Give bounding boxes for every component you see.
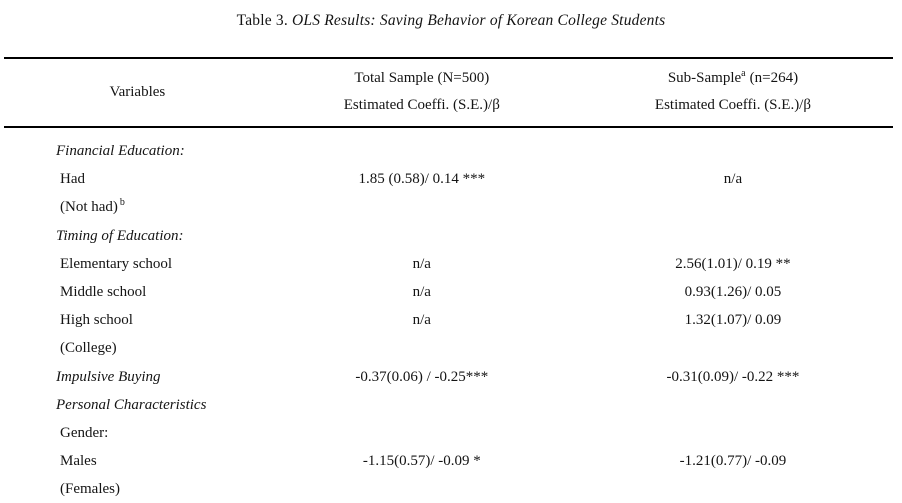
- variables-column-header: Variables: [109, 84, 166, 100]
- total-sample-value: [271, 475, 573, 503]
- table-row: [4, 137, 893, 165]
- row-label-text: Had: [60, 171, 85, 188]
- table-row: [4, 278, 893, 306]
- sub-sample-value: [573, 193, 893, 221]
- sub-sample-value: [573, 391, 893, 419]
- table-body: [4, 128, 893, 503]
- table-row: [4, 222, 893, 250]
- row-label-text: (Females): [60, 481, 120, 498]
- total-sample-value: [271, 334, 573, 362]
- total-sample-value: -1.15(0.57)/ -0.09 *: [362, 453, 481, 470]
- sub-sample-value: 0.93(1.26)/ 0.05: [684, 283, 782, 300]
- row-label: [4, 222, 271, 250]
- total-sample-value: [271, 222, 573, 250]
- sub-sample-value: [573, 222, 893, 250]
- row-label: [4, 278, 271, 306]
- sub-sample-measure: Estimated Coeffi. (S.E.)/β: [654, 97, 811, 113]
- table-row: [4, 419, 893, 447]
- total-sample-value: 1.85 (0.58)/ 0.14 ***: [358, 171, 486, 188]
- sub-sample-value: [573, 419, 893, 447]
- sub-sample-n: (n=264): [749, 70, 799, 86]
- total-sample-measure: Estimated Coeffi. (S.E.)/β: [343, 97, 500, 113]
- row-label: [4, 165, 271, 193]
- table-row: [4, 334, 893, 362]
- row-label-text: (College): [60, 340, 117, 357]
- row-label-text: Elementary school: [60, 255, 173, 272]
- sub-sample-value: -0.31(0.09)/ -0.22 ***: [666, 368, 800, 385]
- table-row: [4, 363, 893, 391]
- table-row: [4, 447, 893, 475]
- ols-results-table: [4, 57, 893, 503]
- total-sample-value: [271, 419, 573, 447]
- total-sample-column-header: [271, 65, 573, 120]
- row-label: [4, 363, 271, 391]
- row-label: [4, 419, 271, 447]
- row-label: [4, 447, 271, 475]
- row-label-text: Personal Characteristics: [56, 396, 207, 413]
- row-label-text: Financial Education:: [56, 143, 185, 159]
- table-caption: OLS Results: Saving Behavior of Korean College Students: [292, 12, 666, 29]
- paper-page: [0, 12, 902, 498]
- total-sample-value: [271, 193, 573, 221]
- sub-sample-name: Sub-Sample: [667, 70, 742, 86]
- total-sample-title: Total Sample (N=500): [354, 70, 490, 86]
- table-row: [4, 165, 893, 193]
- table-row: [4, 475, 893, 503]
- sub-sample-value: [573, 475, 893, 503]
- table-row: [4, 391, 893, 419]
- row-label: [4, 137, 271, 165]
- table-row: [4, 250, 893, 278]
- sub-sample-value: n/a: [723, 171, 743, 188]
- row-label: [4, 193, 271, 221]
- sub-sample-value: [573, 137, 893, 165]
- total-sample-value: n/a: [412, 283, 431, 300]
- sub-sample-value: 2.56(1.01)/ 0.19 **: [675, 255, 791, 272]
- row-label-text: Impulsive Buying: [56, 368, 161, 385]
- sub-sample-column-header: [573, 65, 893, 120]
- row-label-text: Timing of Education:: [56, 227, 184, 244]
- table-title: [0, 12, 902, 30]
- row-label-text: Middle school: [60, 283, 147, 300]
- row-label-text: Gender:: [60, 424, 109, 441]
- row-label-text: High school: [60, 312, 133, 329]
- sub-sample-title: [573, 65, 893, 92]
- sub-sample-value: -1.21(0.77)/ -0.09: [679, 453, 787, 470]
- row-label-text: Males: [60, 453, 97, 470]
- table-row: [4, 306, 893, 334]
- total-sample-value: -0.37(0.06) / -0.25***: [355, 368, 489, 385]
- row-label: [4, 475, 271, 503]
- sub-sample-value: 1.32(1.07)/ 0.09: [684, 312, 782, 329]
- table-row: [4, 193, 893, 221]
- row-label: [4, 306, 271, 334]
- total-sample-value: n/a: [412, 312, 431, 329]
- row-label-text: (Not had): [60, 199, 118, 216]
- row-label: [4, 250, 271, 278]
- sub-sample-value: [573, 334, 893, 362]
- total-sample-value: [271, 391, 573, 419]
- row-label: [4, 334, 271, 362]
- footnote-marker-a: a: [741, 68, 746, 79]
- row-label: [4, 391, 271, 419]
- table-number-label: Table 3.: [236, 12, 288, 29]
- total-sample-value: n/a: [412, 255, 431, 272]
- footnote-marker-b: b: [119, 197, 125, 209]
- total-sample-value: [271, 137, 573, 165]
- table-header: [4, 57, 893, 128]
